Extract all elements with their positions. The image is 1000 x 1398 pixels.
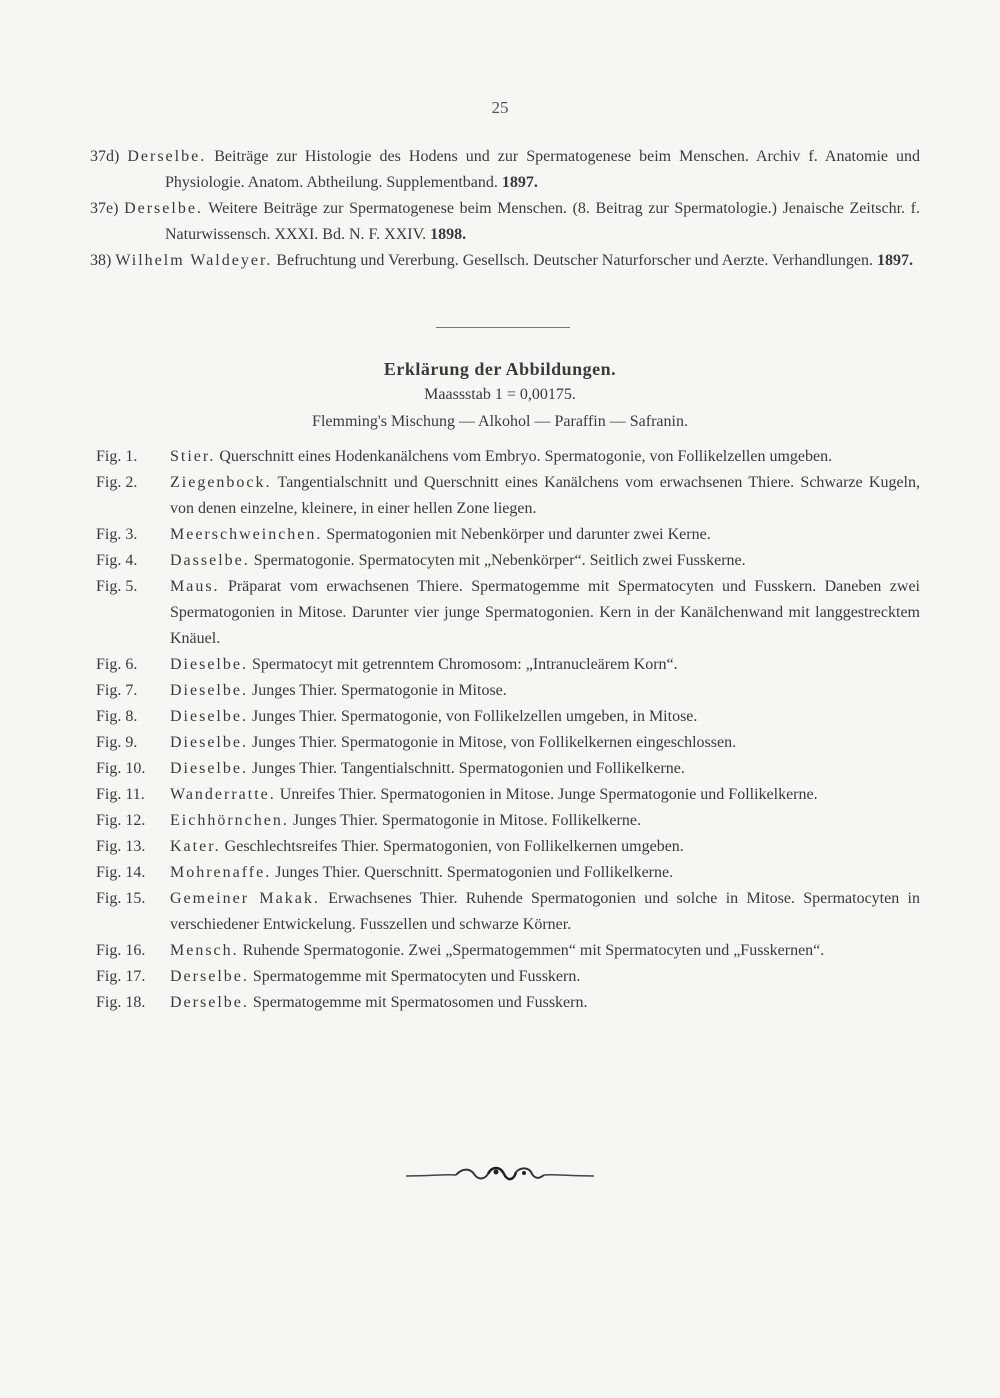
figure-name: Wanderratte.	[170, 786, 276, 803]
figure-text: Präparat vom erwachsenen Thiere. Spermatogemme mit Spermatocyten und Fusskern. Daneben zwei Spermatogonien in Mitose. Darunter vier junge Spermatogonien. Kern in der Kanälchenwand mit langgestrecktem Knäuel.	[170, 578, 921, 647]
figure-name: Dasselbe.	[170, 552, 250, 569]
figure-label: Fig. 8.	[96, 708, 138, 725]
figure-text: Junges Thier. Spermatogonie in Mitose. Follikelkerne.	[292, 812, 641, 829]
reference-text: Befruchtung und Vererbung. Gesellsch. Deutscher Naturforscher und Aerzte. Verhandlungen.	[276, 252, 873, 269]
scale-line: Maassstab 1 = 0,00175.	[424, 386, 576, 403]
figure-entry	[96, 548, 920, 574]
figure-label: Fig. 7.	[96, 682, 138, 699]
figure-name: Eichhörnchen.	[170, 812, 289, 829]
figure-text: Junges Thier. Spermatogonie in Mitose.	[251, 682, 507, 699]
figure-label: Fig. 10.	[96, 760, 146, 777]
reference-id: 37e)	[90, 200, 119, 217]
figure-entry	[96, 860, 920, 886]
figure-name: Kater.	[170, 838, 221, 855]
reference-id: 38)	[90, 252, 112, 269]
reference-id: 37d)	[90, 148, 120, 165]
reference-entry	[90, 248, 920, 274]
figure-text: Junges Thier. Querschnitt. Spermatogonien und Follikelkerne.	[275, 864, 674, 881]
figure-entry	[96, 678, 920, 704]
reference-text: Beiträge zur Histologie des Hodens und zur Spermatogenese beim Menschen. Archiv f. Anatomie und Physiologie. Anatom. Abtheilung. Supplementband.	[165, 148, 920, 191]
figure-entry	[96, 444, 920, 470]
figure-entry	[96, 522, 920, 548]
figure-name: Dieselbe.	[170, 682, 248, 699]
figure-text: Spermatogemme mit Spermatosomen und Fusskern.	[252, 994, 588, 1011]
figure-text: Querschnitt eines Hodenkanälchens vom Embryo. Spermatogonie, von Follikelzellen umgeben.	[219, 448, 833, 465]
reference-text: Weitere Beiträge zur Spermatogenese beim Menschen. (8. Beitrag zur Spermatologie.) Jenaische Zeitschr. f. Naturwissensch. XXXI. Bd. N. F. XXIV.	[165, 200, 920, 243]
figure-label: Fig. 17.	[96, 968, 146, 985]
reference-author: Derselbe.	[127, 148, 207, 165]
reference-list	[90, 144, 920, 274]
figure-text: Unreifes Thier. Spermatogonien in Mitose. Junge Spermatogonie und Follikelkerne.	[279, 786, 818, 803]
figure-legend-list	[96, 444, 920, 1016]
reference-year: 1897.	[501, 174, 538, 191]
figure-text: Junges Thier. Spermatogonie in Mitose, von Follikelkernen eingeschlossen.	[251, 734, 737, 751]
figure-entry	[96, 990, 920, 1016]
figure-entry	[96, 886, 920, 938]
reference-author: Wilhelm Waldeyer.	[115, 252, 273, 269]
figure-label: Fig. 1.	[96, 448, 138, 465]
figure-entry	[96, 574, 920, 652]
reference-entry	[90, 196, 920, 248]
figure-label: Fig. 13.	[96, 838, 146, 855]
figure-entry	[96, 808, 920, 834]
page-number: 25	[491, 98, 509, 117]
figure-label: Fig. 18.	[96, 994, 146, 1011]
figure-name: Maus.	[170, 578, 220, 595]
figure-text: Spermatogemme mit Spermatocyten und Fusskern.	[252, 968, 581, 985]
figure-name: Meerschweinchen.	[170, 526, 323, 543]
figure-entry	[96, 964, 920, 990]
reference-entry	[90, 144, 920, 196]
figure-label: Fig. 16.	[96, 942, 146, 959]
figure-entry	[96, 834, 920, 860]
figure-label: Fig. 11.	[96, 786, 145, 803]
reference-year: 1897.	[876, 252, 913, 269]
figure-name: Derselbe.	[170, 994, 249, 1011]
figure-label: Fig. 14.	[96, 864, 146, 881]
figure-name: Dieselbe.	[170, 656, 248, 673]
figure-text: Spermatogonien mit Nebenkörper und darunter zwei Kerne.	[326, 526, 711, 543]
figure-label: Fig. 12.	[96, 812, 146, 829]
figure-entry	[96, 782, 920, 808]
figure-text: Erwachsenes Thier. Ruhende Spermatogonien und solche in Mitose. Spermatocyten in verschiedener Entwickelung. Fusszellen und schwarze Körner.	[170, 890, 921, 933]
figure-name: Mensch.	[170, 942, 239, 959]
figure-text: Junges Thier. Spermatogonie, von Follikelzellen umgeben, in Mitose.	[251, 708, 698, 725]
ornament-flourish-icon	[404, 1162, 596, 1188]
figure-entry	[96, 938, 920, 964]
figure-name: Stier.	[170, 448, 216, 465]
figure-name: Dieselbe.	[170, 734, 248, 751]
figure-label: Fig. 9.	[96, 734, 138, 751]
figure-entry	[96, 652, 920, 678]
figure-label: Fig. 6.	[96, 656, 138, 673]
figure-label: Fig. 5.	[96, 578, 138, 595]
figure-text: Spermatocyt mit getrenntem Chromosom: „Intranucleärem Korn“.	[251, 656, 678, 673]
method-line: Flemming's Mischung — Alkohol — Paraffin — Safranin.	[312, 413, 688, 430]
figure-entry	[96, 470, 920, 522]
figure-name: Dieselbe.	[170, 760, 248, 777]
figure-name: Mohrenaffe.	[170, 864, 272, 881]
figure-label: Fig. 3.	[96, 526, 138, 543]
section-divider	[436, 327, 570, 328]
figure-text: Junges Thier. Tangentialschnitt. Spermatogonien und Follikelkerne.	[251, 760, 685, 777]
figure-text: Spermatogonie. Spermatocyten mit „Nebenkörper“. Seitlich zwei Fusskerne.	[253, 552, 746, 569]
figure-name: Ziegenbock.	[170, 474, 272, 491]
figure-entry	[96, 730, 920, 756]
figure-text: Tangentialschnitt und Querschnitt eines Kanälchens vom erwachsenen Thiere. Schwarze Kugeln, von denen einzelne, kleinere, in einer hellen Zone liegen.	[170, 474, 920, 517]
figure-text: Geschlechtsreifes Thier. Spermatogonien, von Follikelkernen umgeben.	[224, 838, 684, 855]
figure-text: Ruhende Spermatogonie. Zwei „Spermatogemmen“ mit Spermatocyten und „Fusskernen“.	[242, 942, 825, 959]
figure-entry	[96, 704, 920, 730]
figure-entry	[96, 756, 920, 782]
figure-label: Fig. 2.	[96, 474, 138, 491]
figure-label: Fig. 4.	[96, 552, 138, 569]
figure-name: Gemeiner Makak.	[170, 890, 320, 907]
reference-author: Derselbe.	[124, 200, 203, 217]
figure-name: Derselbe.	[170, 968, 249, 985]
figure-label: Fig. 15.	[96, 890, 146, 907]
section-title: Erklärung der Abbildungen.	[383, 359, 617, 379]
figure-name: Dieselbe.	[170, 708, 248, 725]
reference-year: 1898.	[430, 226, 467, 243]
